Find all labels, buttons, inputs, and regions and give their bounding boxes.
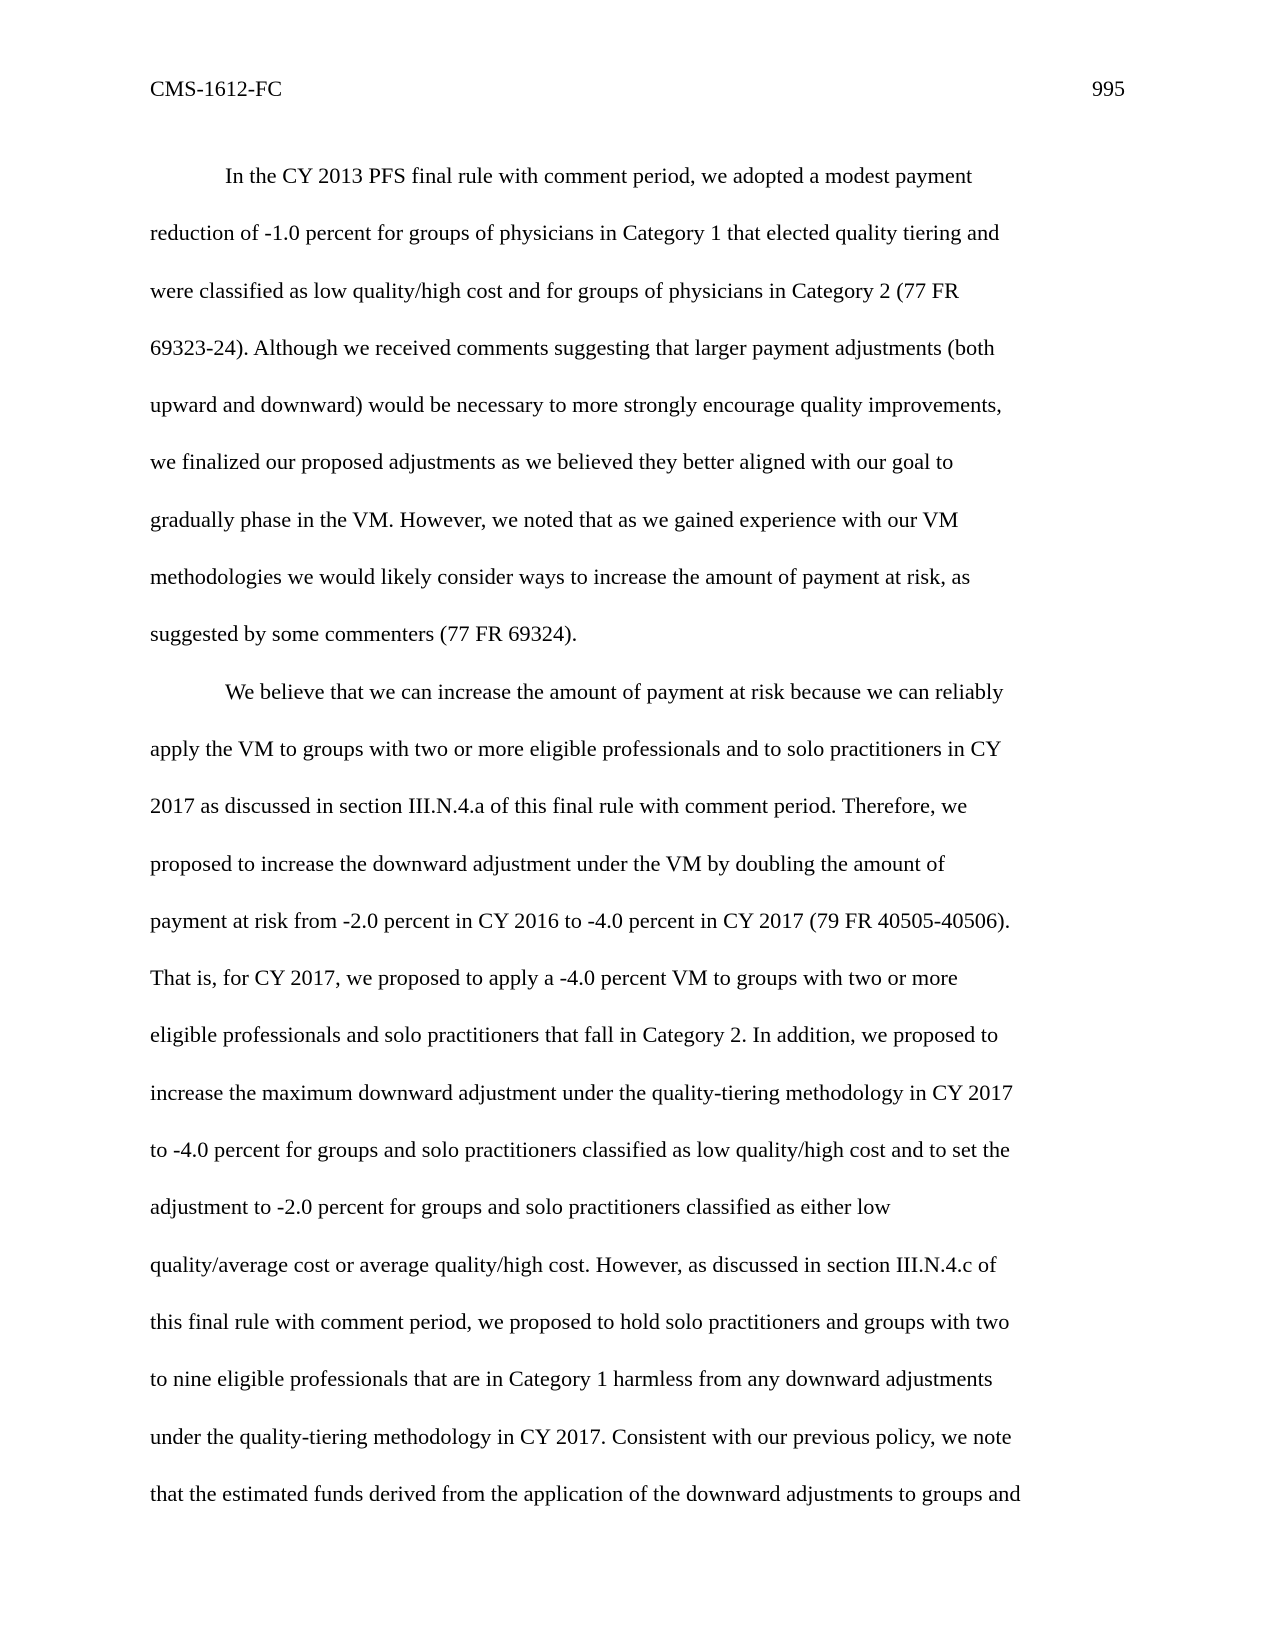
- text-line: methodologies we would likely consider ways to increase the amount of payment at risk, as: [150, 564, 971, 590]
- paragraph-1: [150, 147, 1125, 663]
- body-text: [150, 147, 1125, 1522]
- text-line: That is, for CY 2017, we proposed to apply a -4.0 percent VM to groups with two or more: [150, 965, 958, 991]
- text-line: that the estimated funds derived from the application of the downward adjustments to groups and: [150, 1480, 1021, 1506]
- text-line: eligible professionals and solo practitioners that fall in Category 2. In addition, we proposed to: [150, 1022, 999, 1048]
- text-line: In the CY 2013 PFS final rule with comment period, we adopted a modest payment: [225, 163, 973, 188]
- text-line: upward and downward) would be necessary to more strongly encourage quality improvements,: [150, 392, 1002, 418]
- text-line: we finalized our proposed adjustments as we believed they better aligned with our goal to: [150, 449, 954, 475]
- text-line: payment at risk from -2.0 percent in CY 2016 to -4.0 percent in CY 2017 (79 FR 40505-40506).: [150, 907, 1011, 933]
- text-line: 69323-24). Although we received comments suggesting that larger payment adjustments (both: [150, 334, 995, 360]
- text-line: suggested by some commenters (77 FR 69324).: [150, 621, 578, 647]
- text-line: adjustment to -2.0 percent for groups and solo practitioners classified as either low: [150, 1194, 891, 1220]
- text-line: were classified as low quality/high cost and for groups of physicians in Category 2 (77 FR: [150, 277, 960, 303]
- text-line: We believe that we can increase the amount of payment at risk because we can reliably: [225, 678, 1004, 704]
- page-number: 995: [1092, 76, 1125, 101]
- text-line: 2017 as discussed in section III.N.4.a of this final rule with comment period. Therefore, we: [150, 793, 968, 819]
- text-line: proposed to increase the downward adjustment under the VM by doubling the amount of: [150, 850, 945, 876]
- text-line: under the quality-tiering methodology in CY 2017. Consistent with our previous policy, we note: [150, 1423, 1012, 1449]
- text-line: this final rule with comment period, we proposed to hold solo practitioners and groups with two: [150, 1308, 1010, 1334]
- document-id: CMS-1612-FC: [150, 76, 283, 101]
- text-line: to nine eligible professionals that are in Category 1 harmless from any downward adjustments: [150, 1366, 993, 1392]
- text-line: apply the VM to groups with two or more eligible professionals and to solo practitioners in CY: [150, 735, 1002, 761]
- paragraph-2: [150, 663, 1125, 1522]
- text-line: quality/average cost or average quality/high cost. However, as discussed in section III.N.4.c of: [150, 1251, 997, 1277]
- text-line: gradually phase in the VM. However, we noted that as we gained experience with our VM: [150, 506, 959, 532]
- text-line: increase the maximum downward adjustment under the quality-tiering methodology in CY 2017: [150, 1079, 1013, 1105]
- text-line: to -4.0 percent for groups and solo practitioners classified as low quality/high cost and to set the: [150, 1137, 1010, 1163]
- text-line: reduction of -1.0 percent for groups of physicians in Category 1 that elected quality tiering and: [150, 220, 1000, 246]
